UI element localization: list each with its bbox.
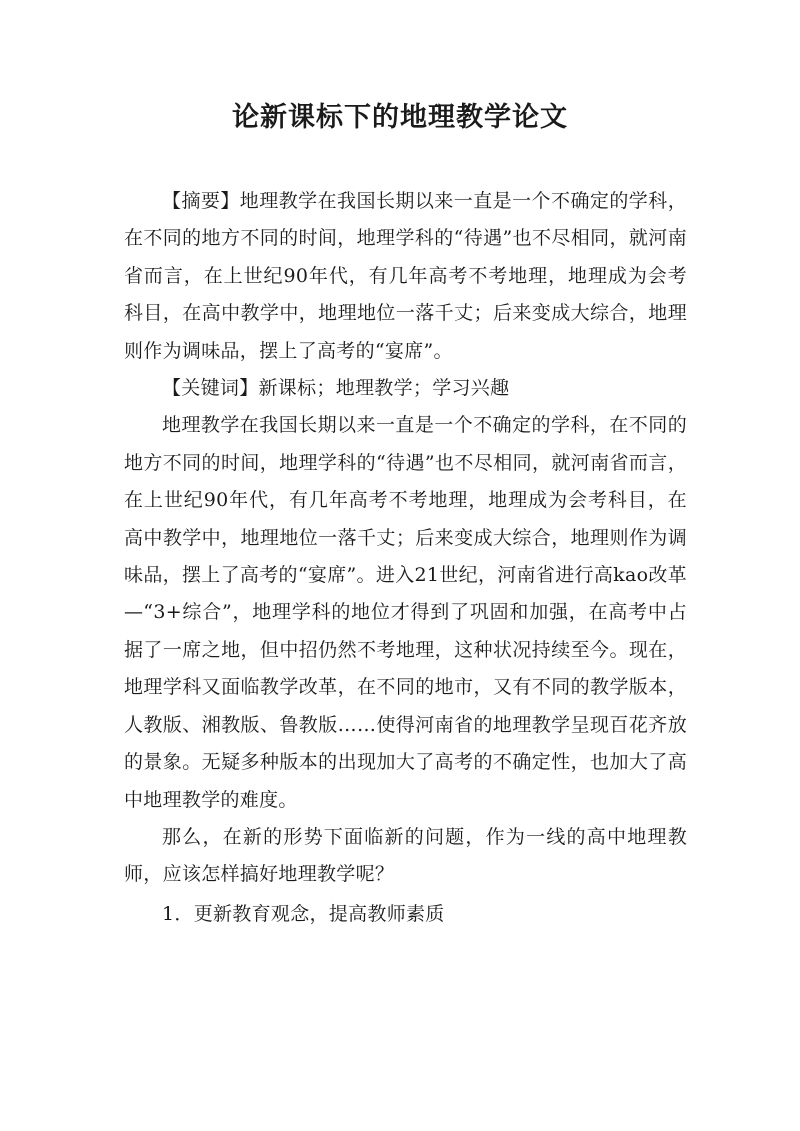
abstract-paragraph: 【摘要】地理教学在我国长期以来一直是一个不确定的学科，在不同的地方不同的时间，地理学科的“待遇”也不尽相同，就河南省而言，在上世纪90年代，有几年高考不考地理，地理成为会考科目，在高中教学中，地理地位一落千丈；后来变成大综合，地理则作为调味品，摆上了高考的“宴席”。 [124,190,687,362]
document-body [124,183,687,933]
keywords-paragraph: 【关键词】新课标；地理教学；学习兴趣 [162,377,510,400]
body-paragraph: 那么，在新的形势下面临新的问题，作为一线的高中地理教师，应该怎样搞好地理教学呢？ [124,825,687,886]
section-heading: 1．更新教育观念，提高教师素质 [162,902,445,925]
body-paragraph: 地理教学在我国长期以来一直是一个不确定的学科，在不同的地方不同的时间，地理学科的“待遇”也不尽相同，就河南省而言，在上世纪90年代，有几年高考不考地理，地理成为会考科目，在高中教学中，地理地位一落千丈；后来变成大综合，地理则作为调味品，摆上了高考的“宴席”。进入21世纪，河南省进行高kao改革—“3+综合”，地理学科的地位才得到了巩固和加强，在高考中占据了一席之地，但中招仍然不考地理，这种状况持续至今。现在，地理学科又面临教学改革，在不同的地市，又有不同的教学版本，人教版、湘教版、鲁教版……使得河南省的地理教学呈现百花齐放的景象。无疑多种版本的出现加大了高考的不确定性，也加大了高中地理教学的难度。 [124,414,687,811]
document-title: 论新课标下的地理教学论文 [232,102,568,133]
